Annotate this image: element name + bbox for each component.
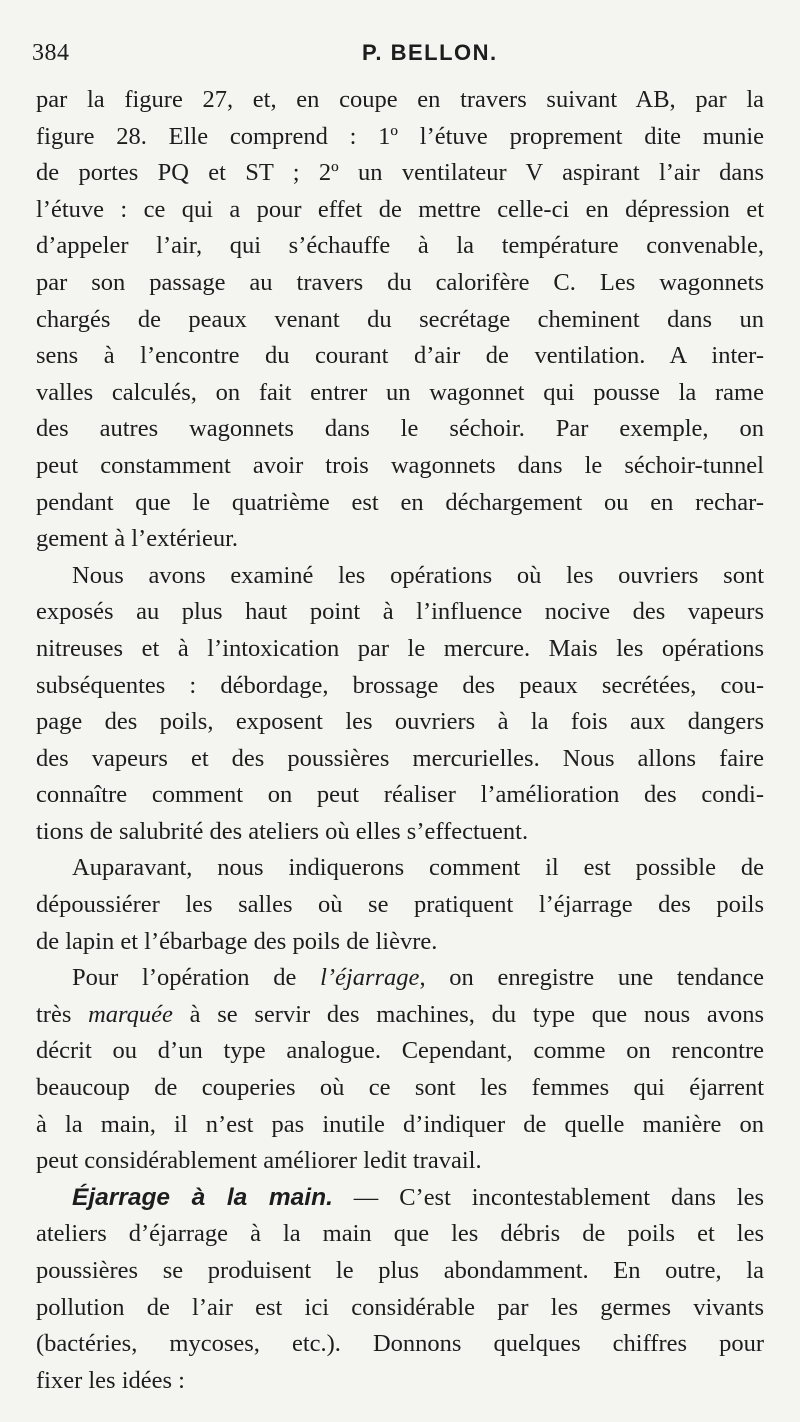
- text-line: (bactéries, mycoses, etc.). Donnons quelques chiffres pour: [36, 1330, 764, 1358]
- text-line: figure 28. Elle comprend : 1º l’étuve proprement dite munie: [36, 122, 764, 150]
- text-line: des vapeurs et des poussières mercurielles. Nous allons faire: [36, 744, 764, 772]
- text-line: peut considérablement améliorer ledit travail.: [36, 1147, 482, 1175]
- text-run: , on enregistre une tendance: [419, 964, 764, 992]
- emphasis-term: marquée: [88, 1000, 173, 1028]
- text-line-marquee: [36, 997, 764, 1034]
- text-line-ejarrage-main: [36, 1180, 764, 1217]
- text-line: ateliers d’éjarrage à la main que les débris de poils et les: [36, 1220, 764, 1248]
- text-line: subséquentes : débordage, brossage des peaux secrétées, cou-: [36, 671, 764, 699]
- text-line: à la main, il n’est pas inutile d’indiquer de quelle manière on: [36, 1110, 764, 1138]
- text-line: des autres wagonnets dans le séchoir. Par exemple, on: [36, 415, 764, 443]
- text-line: valles calculés, on fait entrer un wagonnet qui pousse la rame: [36, 378, 764, 406]
- text-run: à se servir des machines, du type que nous avons: [172, 1000, 764, 1028]
- text-line: Nous avons examiné les opérations où les ouvriers sont: [72, 561, 764, 589]
- page-number: 384: [32, 40, 70, 66]
- text-line: connaître comment on peut réaliser l’amélioration des condi-: [36, 781, 764, 809]
- text-line: de portes PQ et ST ; 2º un ventilateur V aspirant l’air dans: [36, 159, 764, 187]
- text-line: peut constamment avoir trois wagonnets dans le séchoir-tunnel: [36, 451, 764, 479]
- text-line: beaucoup de couperies où ce sont les femmes qui éjarrent: [36, 1074, 764, 1102]
- text-line: fixer les idées :: [36, 1366, 185, 1394]
- text-line: page des poils, exposent les ouvriers à la fois aux dangers: [36, 708, 764, 736]
- text-line: l’étuve : ce qui a pour effet de mettre celle-ci en dépression et: [36, 195, 764, 223]
- text-run: — C’est incontestablement dans les: [332, 1183, 764, 1211]
- text-run: très: [36, 1000, 72, 1028]
- running-head: [32, 40, 760, 76]
- section-run-in-heading: Éjarrage à la main.: [72, 1183, 333, 1211]
- text-line: exposés au plus haut point à l’influence nocive des vapeurs: [36, 598, 764, 626]
- body-text: [36, 82, 764, 1399]
- text-line-ejarrage: [36, 960, 764, 997]
- text-line: pollution de l’air est ici considérable par les germes vivants: [36, 1293, 764, 1321]
- text-line: par la figure 27, et, en coupe en travers suivant AB, par la: [36, 86, 764, 113]
- text-line: d’appeler l’air, qui s’échauffe à la température convenable,: [36, 232, 764, 260]
- text-line: nitreuses et à l’intoxication par le mercure. Mais les opérations: [36, 634, 764, 662]
- emphasis-term: l’éjarrage: [320, 964, 420, 992]
- text-line: dépoussiérer les salles où se pratiquent l’éjarrage des poils: [36, 891, 764, 919]
- text-line: tions de salubrité des ateliers où elles s’effectuent.: [36, 817, 529, 845]
- text-run: Pour l’opération de: [72, 964, 321, 992]
- running-head-author: P. BELLON.: [362, 40, 498, 65]
- text-line: chargés de peaux venant du secrétage cheminent dans un: [36, 305, 764, 333]
- text-line: Auparavant, nous indiquerons comment il est possible de: [72, 854, 764, 882]
- text-line: poussières se produisent le plus abondamment. En outre, la: [36, 1257, 764, 1284]
- text-line: sens à l’encontre du courant d’air de ventilation. A inter-: [36, 342, 764, 370]
- text-line: gement à l’extérieur.: [36, 525, 239, 553]
- text-line: décrit ou d’un type analogue. Cependant, comme on rencontre: [36, 1037, 764, 1065]
- text-line: de lapin et l’ébarbage des poils de lièvre.: [36, 927, 438, 955]
- text-line: par son passage au travers du calorifère C. Les wagonnets: [36, 268, 764, 296]
- text-line: pendant que le quatrième est en déchargement ou en rechar-: [36, 488, 764, 516]
